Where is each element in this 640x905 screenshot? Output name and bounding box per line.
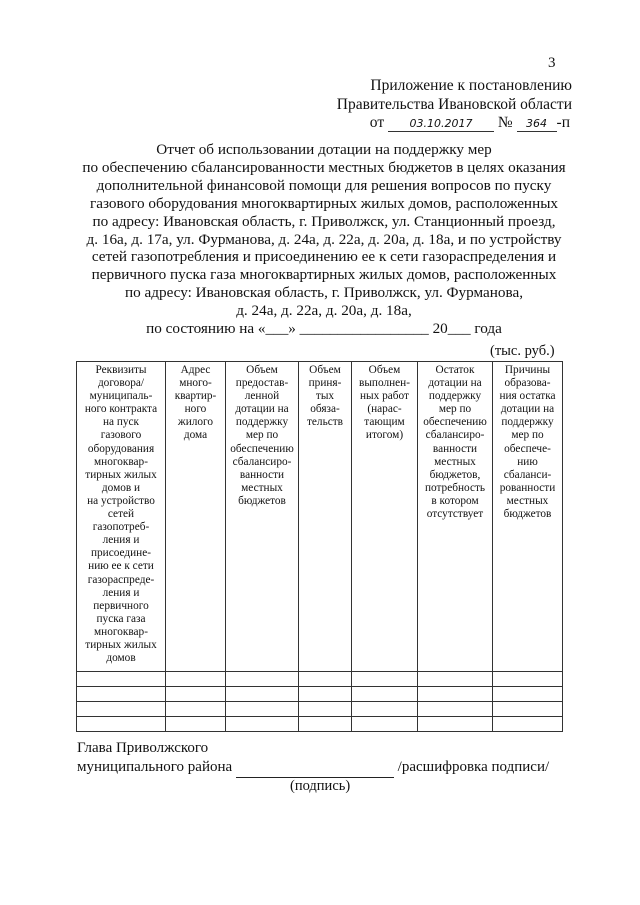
column-header-line: тельств (306, 416, 344, 429)
column-header-line: обеспечению (230, 442, 294, 455)
table-header-row (77, 362, 563, 672)
column-header-line: образова- (504, 377, 551, 390)
column-header-line: в котором (431, 494, 479, 507)
column-header (77, 362, 166, 672)
column-header-line: ления и (102, 586, 140, 599)
number-suffix: -п (556, 114, 570, 131)
column-header-line: предостав- (235, 377, 289, 390)
column-header-line: дотации на (428, 377, 482, 390)
appendix-line-2: Правительства Ивановской области (336, 96, 572, 113)
appendix-date-number-line (370, 113, 570, 132)
table-cell[interactable] (418, 702, 493, 717)
column-header-line: поддержку (428, 390, 482, 403)
table-cell[interactable] (77, 672, 166, 687)
table-cell[interactable] (352, 702, 418, 717)
report-table (76, 361, 563, 732)
column-header-line: (нарас- (367, 403, 402, 416)
table-cell[interactable] (493, 717, 563, 732)
column-header (493, 362, 563, 672)
table-row (77, 672, 563, 687)
table-cell[interactable] (77, 687, 166, 702)
table-cell[interactable] (418, 717, 493, 732)
table-cell[interactable] (299, 702, 352, 717)
table-cell[interactable] (493, 687, 563, 702)
table-cell[interactable] (226, 687, 299, 702)
column-header-line: рованности (499, 481, 556, 494)
column-header-line: сбалансиро- (232, 455, 292, 468)
column-header-line: ванности (432, 442, 478, 455)
column-header-line: ванности (239, 468, 285, 481)
column-header-line: обяза- (310, 403, 340, 416)
number-label: № (497, 114, 513, 131)
column-header-line: Причины (504, 364, 551, 376)
column-header-line: домов и (101, 481, 141, 494)
signature-caption: (подпись) (290, 778, 351, 794)
column-header-line: дотации на (500, 403, 555, 416)
column-header-line: местных (434, 455, 476, 468)
table-cell[interactable] (166, 717, 226, 732)
table-cell[interactable] (166, 687, 226, 702)
table-cell[interactable] (418, 672, 493, 687)
column-header-line: муниципаль- (89, 390, 153, 403)
signature-label: муниципального района (77, 759, 233, 775)
column-header-line: выполнен- (359, 377, 410, 390)
table-cell[interactable] (493, 702, 563, 717)
appendix-line-1: Приложение к постановлению (370, 77, 572, 94)
column-header-line: нию (517, 455, 538, 468)
column-header-line: тирных жилых (85, 468, 157, 481)
column-header-line: ния остатка (499, 390, 556, 403)
table-cell[interactable] (352, 687, 418, 702)
column-header-line: домов (106, 652, 136, 665)
column-header-line: ного (184, 403, 207, 416)
table-cell[interactable] (77, 717, 166, 732)
column-header-line: на пуск (102, 416, 140, 429)
column-header-line: мер по (511, 429, 544, 442)
date-handwritten: 03.10.2017 (388, 117, 494, 132)
column-header-line: бюджетов, (429, 468, 481, 481)
column-header-line: мер по (438, 403, 472, 416)
title-line: д. 24а, д. 22а, д. 20а, д. 18а, (236, 302, 412, 320)
column-header-line: присоедине- (90, 547, 152, 560)
column-header-line: ления и (102, 534, 140, 547)
title-line: по обеспечению сбалансированности местных бюджетов в целях оказания (82, 158, 566, 176)
table-row (77, 717, 563, 732)
column-header-line: оборудования (87, 442, 155, 455)
column-header-line: Адрес (180, 364, 211, 376)
column-header-line: пуска газа (96, 612, 146, 625)
column-header-line: обеспече- (504, 442, 551, 455)
number-handwritten: 364 (517, 117, 557, 132)
table-cell[interactable] (226, 672, 299, 687)
title-line: Отчет об использовании дотации на поддержку мер (156, 141, 492, 158)
column-header-line: ного контракта (84, 403, 158, 416)
column-header-line: жилого (177, 416, 214, 429)
column-header-line: местных (241, 481, 283, 494)
column-header-line: Реквизиты (95, 364, 147, 376)
column-header-line: первичного (93, 599, 149, 612)
title-line: сетей газопотребления и присоединению ее к сети газораспределения и (91, 248, 557, 266)
report-title (60, 141, 588, 338)
column-header (299, 362, 352, 672)
column-header-line: Объем (246, 364, 278, 376)
column-header-line: бюджетов (238, 494, 286, 507)
column-header (352, 362, 418, 672)
column-header-line: дотации на (235, 403, 289, 416)
column-header-line: тающим (364, 416, 405, 429)
column-header-line: много- (179, 377, 212, 390)
column-header-line: бюджетов (503, 508, 552, 521)
table-cell[interactable] (299, 687, 352, 702)
column-header-line: многоквар- (94, 625, 148, 638)
title-line: газового оборудования многоквартирных жилых домов, расположенных (89, 194, 558, 212)
title-line: первичного пуска газа многоквартирных жилых домов, расположенных (91, 266, 557, 284)
column-header-line: ленной (244, 390, 280, 403)
column-header-line: дома (183, 429, 208, 442)
page-number: 3 (548, 55, 556, 71)
table-cell[interactable] (418, 687, 493, 702)
column-header-line: итогом) (365, 429, 404, 442)
title-line: д. 16а, д. 17а, ул. Фурманова, д. 24а, д. 22а, д. 20а, д. 18а, и по устройству (86, 230, 562, 248)
title-line: дополнительной финансовой помощи для решения вопросов по пуску (96, 176, 552, 194)
column-header-line: мер по (245, 429, 279, 442)
column-header-line: Остаток (435, 364, 475, 376)
table-cell[interactable] (77, 702, 166, 717)
signature-line (77, 758, 549, 778)
column-header-line: на устройство (87, 494, 155, 507)
column-header-line: поддержку (235, 416, 289, 429)
column-header (418, 362, 493, 672)
column-header (226, 362, 299, 672)
column-header-line: газораспреде- (87, 573, 155, 586)
column-header-line: поддержку (501, 416, 554, 429)
table-cell[interactable] (166, 672, 226, 687)
table-cell[interactable] (299, 717, 352, 732)
unit-label: (тыс. руб.) (490, 343, 555, 359)
column-header-line: ных работ (360, 390, 409, 403)
table-cell[interactable] (226, 717, 299, 732)
table-cell[interactable] (299, 672, 352, 687)
table-cell[interactable] (352, 717, 418, 732)
column-header-line: газопотреб- (92, 521, 150, 534)
title-line: по состоянию на «___» _________________ 20___ года (146, 320, 502, 338)
title-line: по адресу: Ивановская область, г. Приволжск, ул. Фурманова, (124, 284, 523, 302)
table-cell[interactable] (493, 672, 563, 687)
column-header-line: отсутствует (426, 508, 484, 521)
column-header-line: Объем (309, 364, 341, 376)
column-header-line: договора/ (97, 377, 145, 390)
column-header-line: многоквар- (94, 455, 148, 468)
title-line: по адресу: Ивановская область, г. Приволжск, ул. Станционный проезд, (92, 212, 556, 230)
column-header-line: тирных жилых (85, 638, 157, 651)
column-header-line: приня- (308, 377, 342, 390)
column-header-line: местных (506, 494, 549, 507)
column-header-line: Объем (368, 364, 401, 376)
table-cell[interactable] (226, 702, 299, 717)
column-header-line: квартир- (174, 390, 217, 403)
column-header-line: сбаланси- (503, 468, 552, 481)
from-label: от (369, 114, 385, 131)
signature-title: Глава Приволжского (77, 740, 209, 756)
column-header-line: сетей (107, 508, 135, 521)
table-row (77, 702, 563, 717)
column-header-line: потребность (424, 481, 486, 494)
column-header (166, 362, 226, 672)
column-header-line: нию ее к сети (88, 560, 154, 573)
table-cell[interactable] (352, 672, 418, 687)
column-header-line: обеспечению (423, 416, 487, 429)
column-header-line: сбалансиро- (425, 429, 485, 442)
table-cell[interactable] (166, 702, 226, 717)
signature-decoding: /расшифровка подписи/ (397, 759, 550, 775)
signature-field[interactable] (236, 758, 394, 778)
column-header-line: газового (100, 429, 142, 442)
table-row (77, 687, 563, 702)
column-header-line: тых (315, 390, 335, 403)
